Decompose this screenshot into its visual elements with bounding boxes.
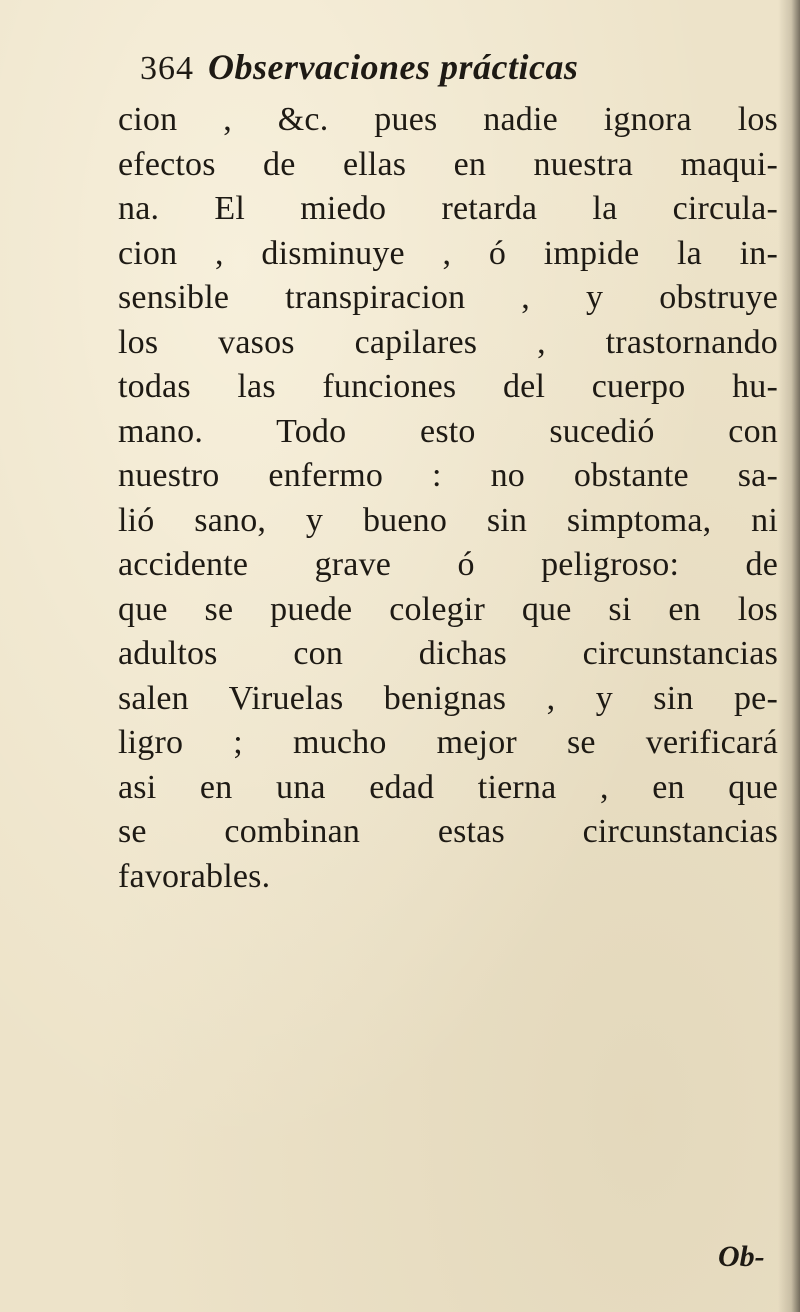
- page-number: 364: [140, 50, 194, 87]
- text-line: accidente grave ó peligroso: de: [118, 546, 778, 583]
- text-line: ligro ; mucho mejor se verificará: [118, 724, 778, 761]
- text-line: sensible transpiracion , y obstruye: [118, 279, 778, 316]
- text-line: cion , disminuye , ó impide la in-: [118, 234, 778, 272]
- text-line: lió sano, y bueno sin simptoma, ni: [118, 501, 778, 539]
- text-line: na. El miedo retarda la circula-: [118, 190, 778, 227]
- page-edge-shadow: [778, 0, 800, 1312]
- text-line: los vasos capilares , trastornando: [118, 323, 778, 361]
- text-line: que se puede colegir que si en los: [118, 590, 778, 628]
- text-line: asi en una edad tierna , en que: [118, 768, 778, 806]
- text-line: mano. Todo esto sucedió con: [118, 412, 778, 450]
- text-line: salen Viruelas benignas , y sin pe-: [118, 679, 778, 717]
- text-line: adultos con dichas circunstancias: [118, 635, 778, 672]
- text-line: cion , &c. pues nadie ignora los: [118, 101, 778, 138]
- text-line: efectos de ellas en nuestra maqui-: [118, 145, 778, 183]
- text-line: todas las funciones del cuerpo hu-: [118, 368, 778, 405]
- text-line: nuestro enfermo : no obstante sa-: [118, 457, 778, 494]
- text-line: se combinan estas circunstancias: [118, 813, 778, 850]
- running-title: Observaciones prácticas: [208, 47, 579, 87]
- catchword: Ob-: [718, 1240, 765, 1273]
- body-text: [118, 98, 778, 899]
- text-line-final: favorables.: [118, 857, 271, 895]
- page-header: [140, 46, 578, 94]
